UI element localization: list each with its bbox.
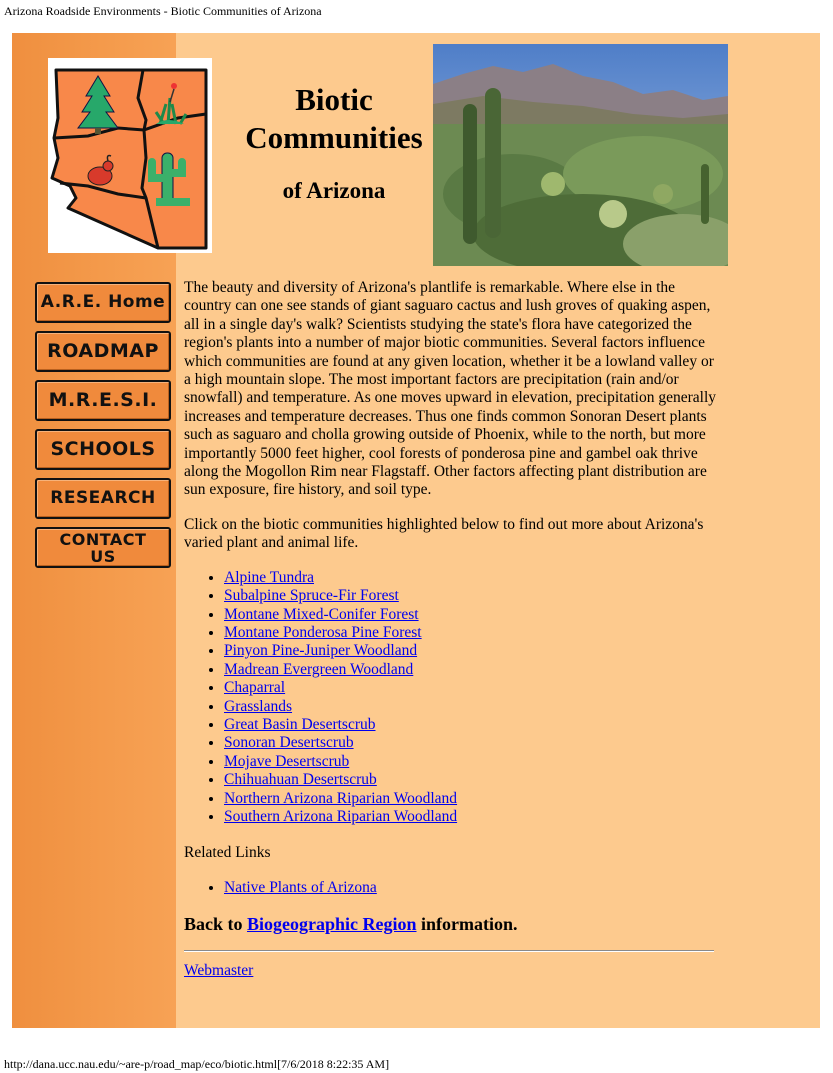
divider	[184, 950, 714, 952]
nav-mresi-button[interactable]: M.R.E.S.I.	[35, 380, 171, 421]
list-item	[224, 790, 719, 808]
nav-research-button[interactable]: RESEARCH	[35, 478, 171, 519]
list-item	[224, 569, 719, 587]
back-prefix: Back to	[184, 914, 247, 935]
community-link-mixed-conifer[interactable]: Montane Mixed-Conifer Forest	[224, 605, 419, 623]
click-prompt: Click on the biotic communities highlighted below to find out more about Arizona's varied plant and animal life.	[184, 515, 704, 552]
webmaster-link[interactable]: Webmaster	[184, 961, 254, 979]
list-item	[224, 606, 719, 624]
community-link-ponderosa[interactable]: Montane Ponderosa Pine Forest	[224, 623, 422, 641]
title-line-2: Communities	[245, 120, 423, 155]
list-item	[224, 753, 719, 771]
intro-paragraph: The beauty and diversity of Arizona's plantlife is remarkable. Where else in the country can one see stands of giant saguaro cactus and lush groves of quaking aspen, all in a single day's walk? Scientists studying the state's flora have categorized the region's plants into a number of major biotic communities. Several factors influence which communities are found at any given location, whether it be a lowland valley or a high mountain slope. The most important factors are precipitation (rain and/or snowfall) and temperature. As one moves upward in elevation, precipitation generally increases and temperature decreases. Thus one finds common Sonoran Desert plants such as saguaro and cholla growing outside of Phoenix, while to the north, but more importantly 5000 feet higher, cool forests of ponderosa pine and gambel oak thrive along the Mogollon Rim near Flagstaff. Other factors affecting plant distribution are sun exposure, fire history, and soil type.	[184, 279, 716, 499]
browser-page-title: Arizona Roadside Environments - Biotic Communities of Arizona	[4, 4, 322, 18]
arizona-map-logo	[48, 58, 212, 253]
list-item	[224, 698, 719, 716]
list-item	[224, 716, 719, 734]
desert-photo	[433, 44, 728, 266]
community-link-sonoran[interactable]: Sonoran Desertscrub	[224, 734, 354, 752]
back-suffix: information.	[416, 914, 518, 935]
community-link-great-basin[interactable]: Great Basin Desertscrub	[224, 715, 376, 733]
native-plants-link[interactable]: Native Plants of Arizona	[224, 878, 377, 896]
back-line	[184, 915, 719, 933]
nav-are-home-button[interactable]: A.R.E. Home	[35, 282, 171, 323]
list-item	[224, 679, 719, 697]
list-item	[224, 661, 719, 679]
related-links-heading: Related Links	[184, 844, 271, 862]
nav-schools-button[interactable]: SCHOOLS	[35, 429, 171, 470]
communities-list	[184, 569, 719, 827]
community-link-subalpine[interactable]: Subalpine Spruce-Fir Forest	[224, 587, 399, 605]
list-item	[224, 642, 719, 660]
list-item	[224, 587, 719, 605]
community-link-southern-riparian[interactable]: Southern Arizona Riparian Woodland	[224, 807, 458, 825]
list-item	[224, 879, 719, 897]
biogeographic-region-link[interactable]: Biogeographic Region	[247, 914, 417, 935]
title-line-3: of Arizona	[282, 178, 386, 203]
title-line-1: Biotic	[295, 82, 373, 117]
community-link-madrean[interactable]: Madrean Evergreen Woodland	[224, 660, 414, 678]
list-item	[224, 771, 719, 789]
community-link-mojave[interactable]: Mojave Desertscrub	[224, 752, 350, 770]
community-link-chaparral[interactable]: Chaparral	[224, 679, 286, 697]
community-link-alpine-tundra[interactable]: Alpine Tundra	[224, 568, 314, 586]
main-content	[184, 279, 719, 980]
browser-footer-url: http://dana.ucc.nau.edu/~are-p/road_map/eco/biotic.html[7/6/2018 8:22:35 AM]	[4, 1057, 390, 1071]
list-item	[224, 734, 719, 752]
page-frame	[12, 33, 820, 1028]
nav-contact-us-button[interactable]: CONTACT US	[35, 527, 171, 568]
community-link-northern-riparian[interactable]: Northern Arizona Riparian Woodland	[224, 789, 458, 807]
list-item	[224, 624, 719, 642]
community-link-grasslands[interactable]: Grasslands	[224, 697, 293, 715]
page-title	[234, 81, 434, 205]
nav-roadmap-button[interactable]: ROADMAP	[35, 331, 171, 372]
community-link-pinyon-juniper[interactable]: Pinyon Pine-Juniper Woodland	[224, 642, 418, 660]
list-item	[224, 808, 719, 826]
related-links-list	[184, 879, 719, 897]
nav-buttons	[35, 282, 171, 576]
community-link-chihuahuan[interactable]: Chihuahuan Desertscrub	[224, 771, 377, 789]
